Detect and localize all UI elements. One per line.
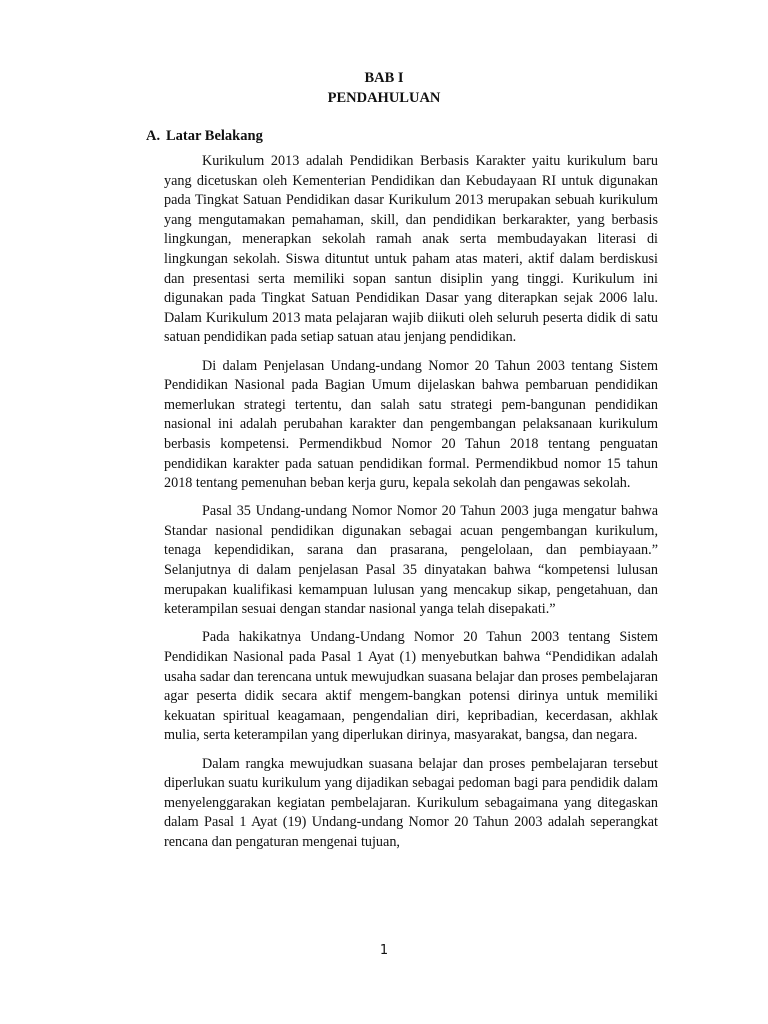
body-text	[164, 152, 658, 861]
section-title: Latar Belakang	[166, 128, 263, 144]
paragraph: Di dalam Penjelasan Undang-undang Nomor 20 Tahun 2003 tentang Sistem Pendidikan Nasional pada Bagian Umum dijelaskan bahwa pembaruan pendidikan memerlukan strategi tertentu, dan salah satu strategi pem-bangunan pendidikan nasional ini adalah perubahan karakter dan pengembangan pelaksanaan kurikulum berbasis kompetensi. Permendikbud Nomor 20 Tahun 2018 tentang penguatan pendidikan karakter pada satuan pendidikan formal. Permendikbud nomor 15 tahun 2018 tentang pemenuhan beban kerja guru, kepala sekolah dan pengawas sekolah.	[164, 357, 658, 492]
section-heading	[146, 126, 263, 146]
paragraph: Dalam rangka mewujudkan suasana belajar dan proses pembelajaran tersebut diperlukan suatu kurikulum yang dijadikan sebagai pedoman bagi para pendidik dalam menyelenggarakan kegiatan pembelajaran. Kurikulum sebagaimana yang ditegaskan dalam Pasal 1 Ayat (19) Undang-undang Nomor 20 Tahun 2003 adalah seperangkat rencana dan pengaturan mengenai tujuan,	[164, 755, 658, 850]
chapter-heading	[0, 68, 768, 108]
chapter-title: PENDAHULUAN	[327, 90, 441, 106]
paragraph: Pasal 35 Undang-undang Nomor Nomor 20 Tahun 2003 juga mengatur bahwa Standar nasional pendidikan digunakan sebagai acuan pengembangan kurikulum, tenaga kependidikan, sarana dan prasarana, pengelolaan, dan pembiayaan.” Selanjutnya di dalam penjelasan Pasal 35 dinyatakan bahwa “kompetensi lulusan merupakan kualifikasi kemampuan lulusan yang mencakup sikap, pengetahuan, dan keterampilan sesuai dengan standar nasional yanga telah disepakati.”	[164, 503, 658, 618]
paragraph: Pada hakikatnya Undang-Undang Nomor 20 Tahun 2003 tentang Sistem Pendidikan Nasional pada Pasal 1 Ayat (1) menyebutkan bahwa “Pendidikan adalah usaha sadar dan terencana untuk mewujudkan suasana belajar dan proses pembelajaran agar peserta didik secara aktif mengem-bangkan potensi dirinya untuk memiliki kekuatan spiritual keagamaan, pengendalian diri, kepribadian, kecerdasan, akhlak mulia, serta keterampilan yang diperlukan dirinya, masyarakat, bangsa, dan negara.	[164, 629, 658, 744]
page-number: 1	[379, 943, 389, 958]
chapter-number: BAB I	[364, 70, 404, 86]
paragraph: Kurikulum 2013 adalah Pendidikan Berbasis Karakter yaitu kurikulum baru yang dicetuskan oleh Kementerian Pendidikan dan Kebudayaan RI untuk digunakan pada Tingkat Satuan Pendidikan dasar Kurikulum 2013 merupakan sebuah kurikulum yang mengutamakan pemahaman, skill, dan pendidikan berkarakter, yang berbasis lingkungan, menerapkan sekolah ramah anak serta membudayakan literasi di lingkungan sekolah. Siswa dituntut untuk paham atas materi, aktif dalam berdiskusi dan presentasi serta memiliki sopan santun disiplin yang tinggi. Kurikulum ini digunakan pada Tingkat Satuan Pendidikan Dasar yang diterapkan sejak 2006 lalu. Dalam Kurikulum 2013 mata pelajaran wajib diikuti oleh seluruh peserta didik di satu satuan pendidikan pada setiap satuan atau jenjang pendidikan.	[164, 153, 658, 346]
section-letter: A.	[146, 128, 161, 144]
